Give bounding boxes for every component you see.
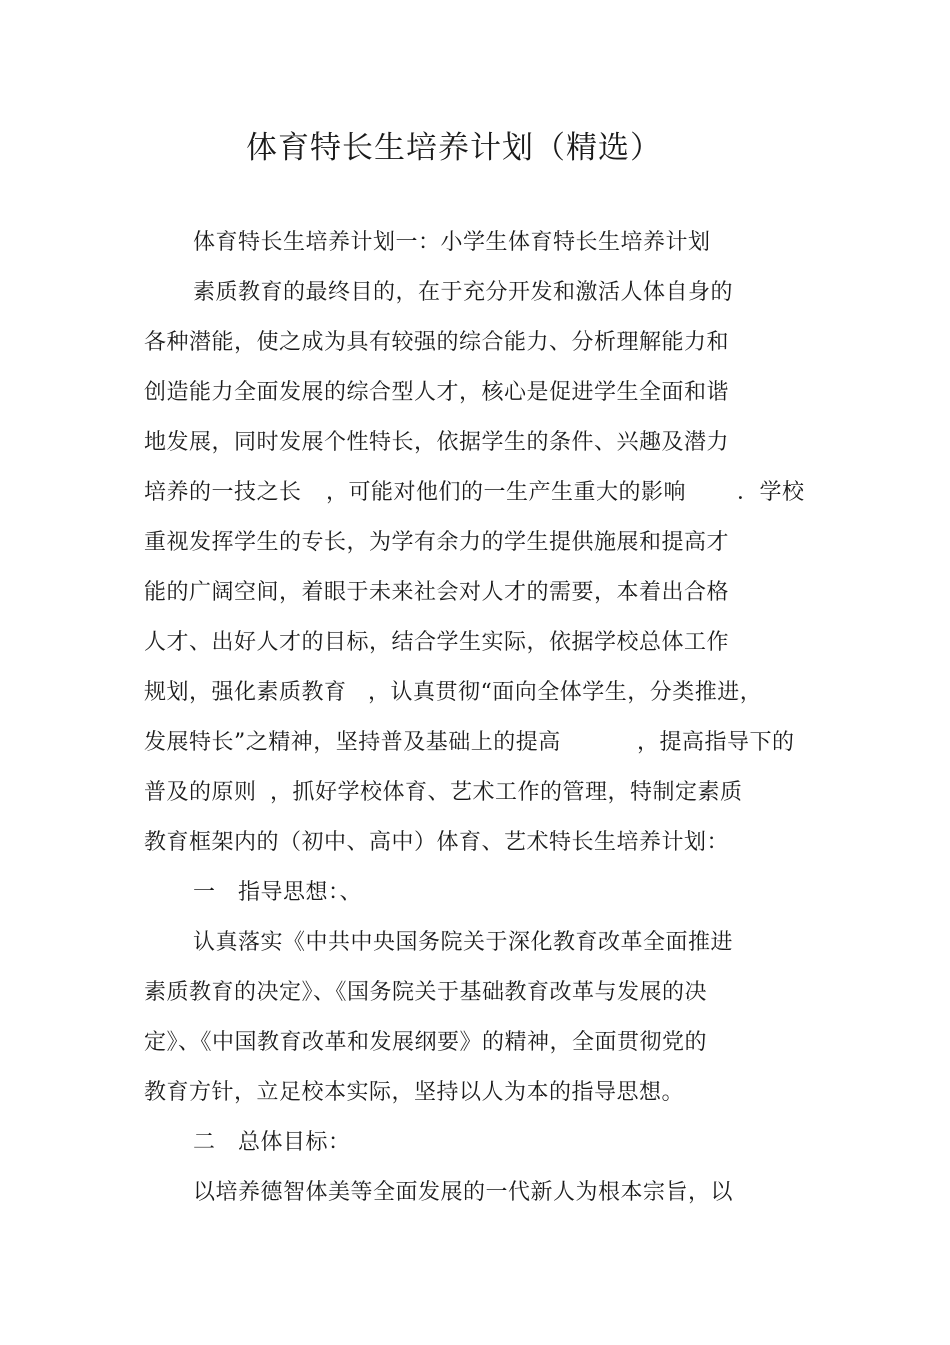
document-title: 体育特长生培养计划（精选） [246,130,662,166]
section-heading: 一 指导思想：、 [193,880,363,905]
paragraph-line: 教育方针，立足校本实际，坚持以人为本的指导思想。 [144,1080,685,1105]
paragraph-line-segment: ，提高指导下的 [637,730,795,755]
paragraph-line: 创造能力全面发展的综合型人才，核心是促进学生全面和谐 [144,380,730,405]
paragraph-line-segment: ．学校 [737,480,805,505]
paragraph-line-segment: 规划，强化素质教育 [144,680,347,705]
paragraph-line: 素质教育的最终目的，在于充分开发和激活人体自身的 [193,280,734,305]
paragraph-line-segment: ，抓好学校体育、艺术工作的管理，特制定素质 [270,780,743,805]
paragraph-line-segment: 培养的一技之长 [144,480,302,505]
paragraph-line: 地发展，同时发展个性特长，依据学生的条件、兴趣及潜力 [144,430,730,455]
paragraph-line: 以培养德智体美等全面发展的一代新人为根本宗旨，以 [193,1180,734,1205]
paragraph-line: 能的广阔空间，着眼于未来社会对人才的需要，本着出合格 [144,580,730,605]
paragraph-line: 认真落实《中共中央国务院关于深化教育改革全面推进 [193,930,734,955]
paragraph-line: 定》、《中国教育改革和发展纲要》的精神，全面贯彻党的 [144,1030,708,1055]
paragraph-line: 教育框架内的（初中、高中）体育、艺术特长生培养计划： [144,830,730,855]
paragraph-line-segment: 发展特长”之精神，坚持普及基础上的提高 [144,730,561,755]
section-heading: 体育特长生培养计划一：小学生体育特长生培养计划 [193,230,711,255]
paragraph-line-segment: ，认真贯彻“面向全体学生，分类推进， [368,680,763,705]
paragraph-line: 各种潜能，使之成为具有较强的综合能力、分析理解能力和 [144,330,730,355]
paragraph-line: 人才、出好人才的目标，结合学生实际，依据学校总体工作 [144,630,730,655]
paragraph-line: 素质教育的决定》、《国务院关于基础教育改革与发展的决 [144,980,708,1005]
paragraph-line-segment: 普及的原则 [144,780,257,805]
paragraph-line: 重视发挥学生的专长，为学有余力的学生提供施展和提高才 [144,530,730,555]
paragraph-line-segment: ，可能对他们的一生产生重大的影响 [326,480,687,505]
section-heading: 二 总体目标： [193,1130,351,1155]
